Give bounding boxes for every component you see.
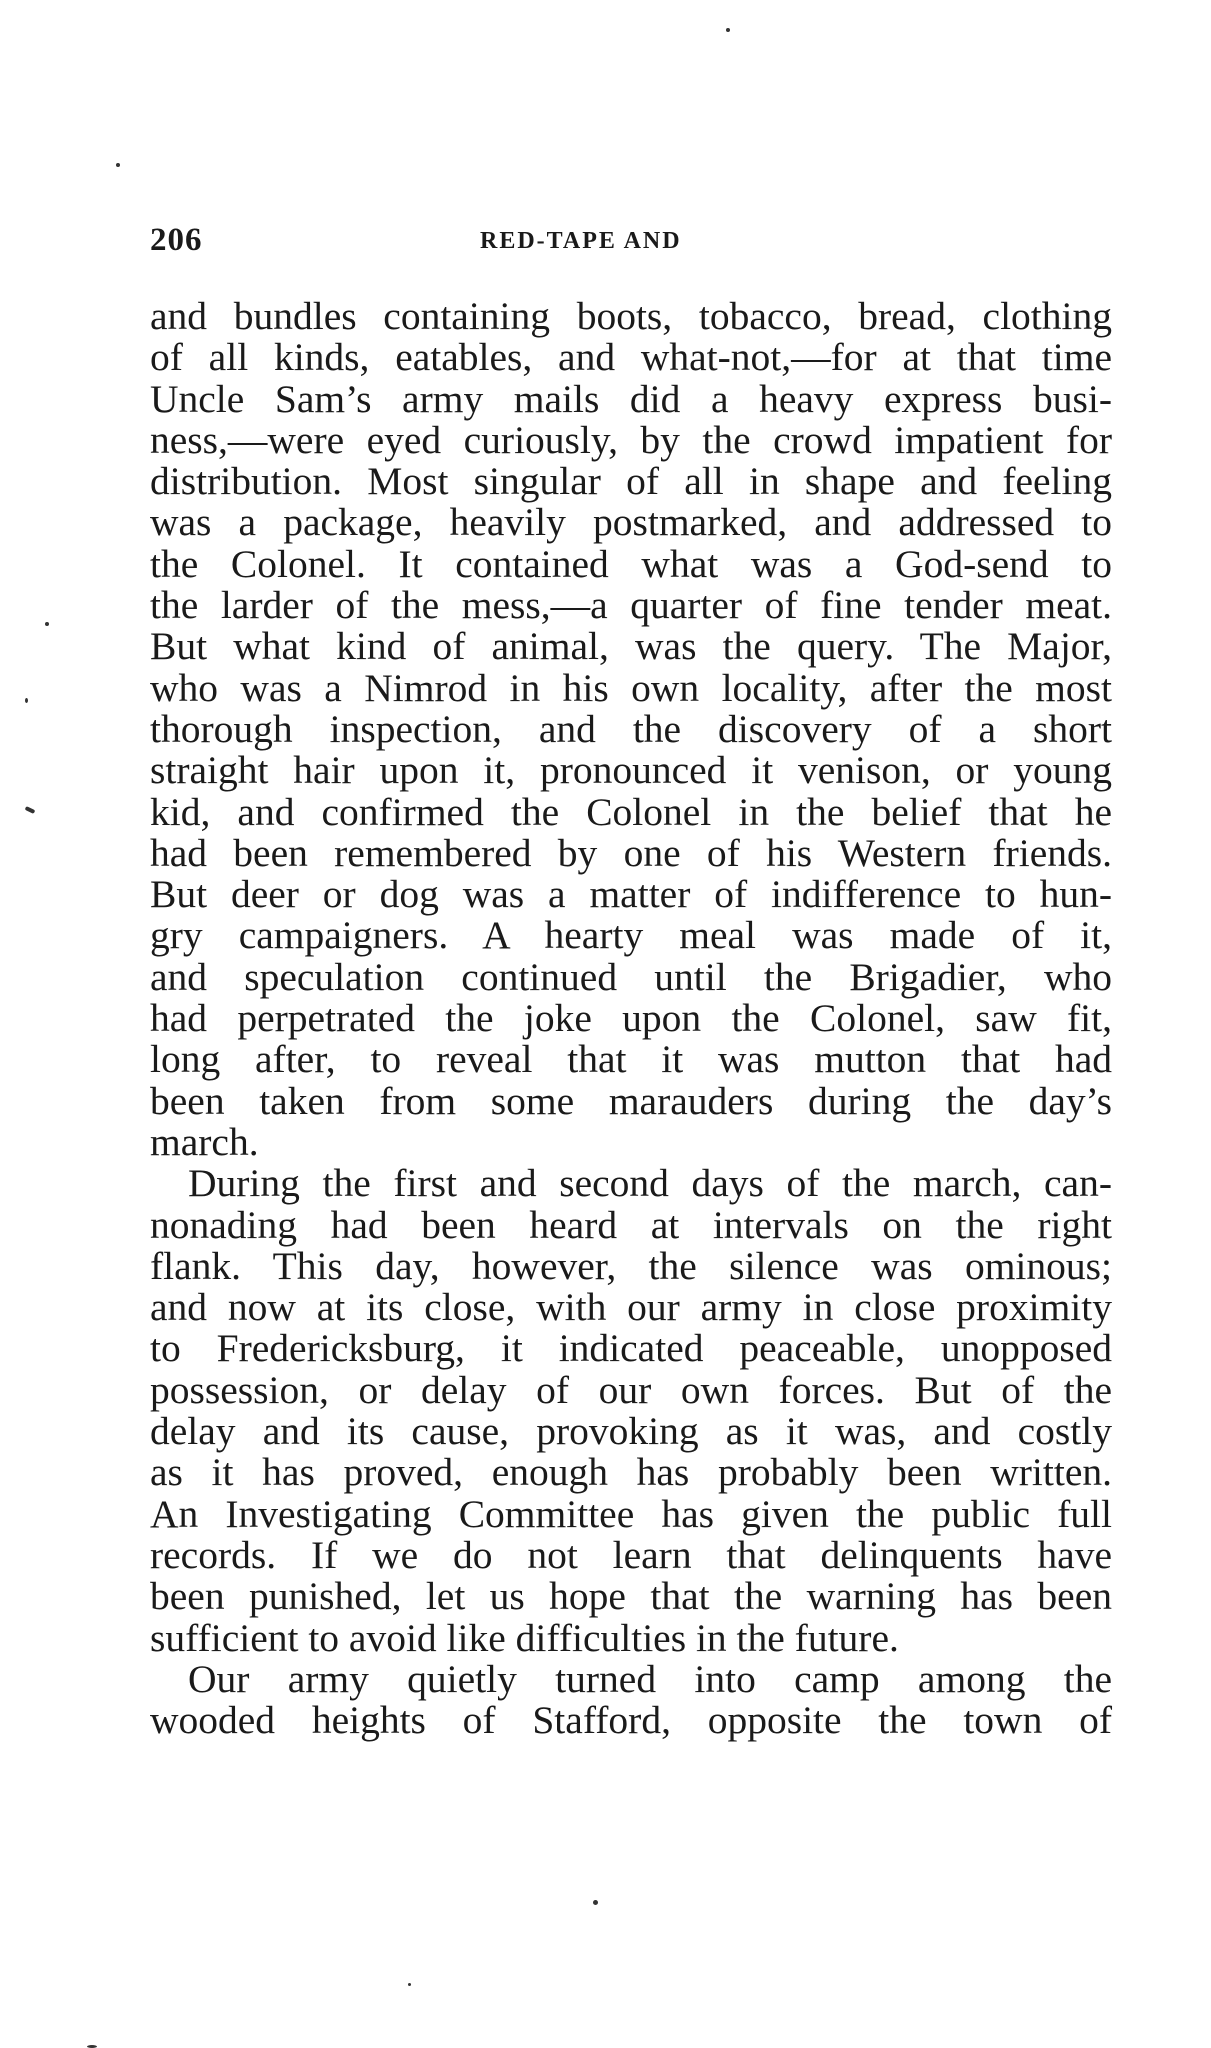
text-line: and now at its close, with our army in close proximity: [150, 1285, 1112, 1330]
text-line: delay and its cause, provoking as it was, and costly: [150, 1409, 1112, 1454]
text-line: nonading had been heard at intervals on the right: [150, 1202, 1112, 1247]
text-line: Uncle Sam’s army mails did a heavy express busi-: [150, 376, 1112, 421]
text-line: Our army quietly turned into camp among the: [188, 1656, 1112, 1701]
text-line: to Fredericksburg, it indicated peaceable, unopposed: [150, 1326, 1112, 1371]
scan-speck: [116, 163, 120, 167]
text-line: thorough inspection, and the discovery of a short: [150, 706, 1112, 751]
text-line: and speculation continued until the Brigadier, who: [150, 954, 1112, 999]
body-text: [150, 296, 1112, 1741]
scan-speck: [726, 28, 730, 32]
text-line: possession, or delay of our own forces. But of the: [150, 1367, 1112, 1412]
text-line: records. If we do not learn that delinquents have: [150, 1532, 1112, 1577]
text-line: the larder of the mess,—a quarter of fine tender meat.: [150, 583, 1112, 628]
text-line: had perpetrated the joke upon the Colonel, saw fit,: [150, 996, 1112, 1041]
scan-speck: [408, 1983, 411, 1986]
text-line: sufficient to avoid like difficulties in the future.: [150, 1615, 899, 1660]
text-line: and bundles containing boots, tobacco, bread, clothing: [150, 294, 1112, 338]
text-line: flank. This day, however, the silence was ominous;: [150, 1243, 1112, 1288]
page-number: 206: [150, 222, 203, 258]
text-line: During the first and second days of the march, can-: [188, 1161, 1112, 1206]
text-line: been taken from some marauders during the day’s: [150, 1078, 1112, 1123]
text-line: march.: [150, 1119, 259, 1164]
text-line: straight hair upon it, pronounced it venison, or young: [150, 748, 1112, 793]
scan-speck: [25, 806, 36, 814]
text-line: was a package, heavily postmarked, and addressed to: [150, 500, 1112, 545]
text-line: distribution. Most singular of all in shape and feeling: [150, 459, 1112, 504]
text-line: who was a Nimrod in his own locality, after the most: [150, 665, 1112, 710]
text-line: But deer or dog was a matter of indifference to hun-: [150, 872, 1112, 917]
text-line: long after, to reveal that it was mutton that had: [150, 1037, 1112, 1082]
text-line: gry campaigners. A hearty meal was made of it,: [150, 913, 1112, 958]
scan-speck: [25, 698, 28, 703]
scan-speck: [45, 622, 49, 626]
text-line: wooded heights of Stafford, opposite the town of: [150, 1698, 1112, 1743]
text-line: been punished, let us hope that the warning has been: [150, 1574, 1112, 1619]
text-line: But what kind of animal, was the query. The Major,: [150, 624, 1112, 669]
text-line: the Colonel. It contained what was a God-send to: [150, 541, 1112, 586]
text-line: as it has proved, enough has probably been written.: [150, 1450, 1112, 1495]
text-line: An Investigating Committee has given the public full: [150, 1491, 1112, 1536]
text-line: kid, and confirmed the Colonel in the belief that he: [150, 789, 1112, 834]
scan-speck: [593, 1900, 598, 1905]
text-line: ness,—were eyed curiously, by the crowd impatient for: [150, 417, 1112, 462]
running-title: RED-TAPE AND: [480, 228, 682, 254]
text-line: of all kinds, eatables, and what-not,—for at that time: [150, 335, 1112, 380]
running-head: [150, 222, 1110, 262]
text-line: had been remembered by one of his Western friends.: [150, 830, 1112, 875]
